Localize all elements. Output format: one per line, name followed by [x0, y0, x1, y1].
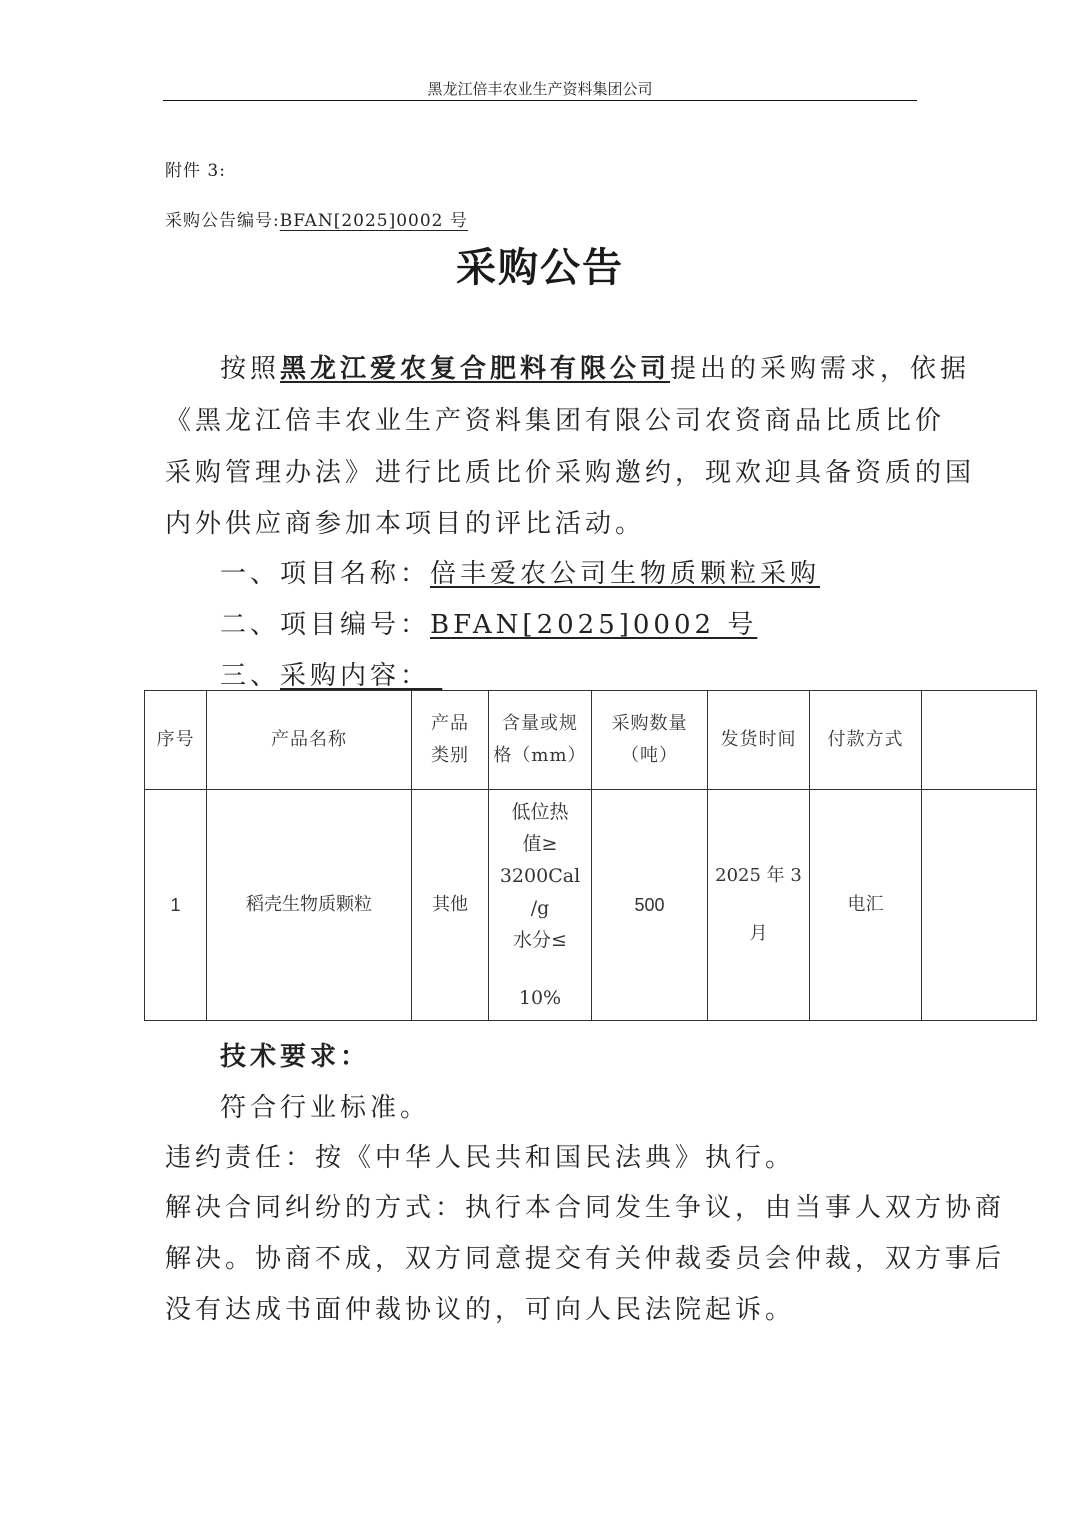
header-seq: 序号	[145, 691, 207, 790]
project-name-value: 倍丰爱农公司生物质颗粒采购	[430, 559, 821, 589]
header-extra	[922, 691, 1037, 790]
purchase-items-table	[144, 690, 1037, 1021]
intro-line-2: 《黑龙江倍丰农业生产资料集团有限公司农资商品比质比价	[165, 406, 946, 436]
cell-quantity: 500	[592, 790, 708, 1021]
header-category	[412, 691, 489, 790]
cell-seq: 1	[145, 790, 207, 1021]
page-title: 采购公告	[456, 244, 624, 291]
notice-number-value: BFAN[2025]0002 号	[279, 211, 468, 231]
spec-line-5: 水分≤	[513, 929, 567, 951]
header-payment: 付款方式	[810, 691, 922, 790]
delivery-line-1: 2025 年 3	[715, 865, 802, 886]
header-divider	[163, 100, 917, 101]
spec-line-4: /g	[530, 897, 550, 919]
delivery-line-2: 月	[749, 923, 768, 944]
spec-line-6: 10%	[518, 987, 562, 1009]
header-delivery: 发货时间	[708, 691, 810, 790]
table-row	[145, 790, 1037, 1021]
table-header-row	[145, 691, 1037, 790]
project-name-label: 一、项目名称：	[220, 559, 431, 589]
header-category-line-2: 类别	[431, 745, 469, 766]
project-code-value: BFAN[2025]0002 号	[430, 610, 758, 640]
tech-requirements-label: 技术要求：	[220, 1042, 371, 1072]
spec-line-1: 低位热	[511, 801, 569, 823]
header-spec-line-1: 含量或规	[502, 713, 578, 734]
intro-line-3: 采购管理办法》进行比质比价采购邀约，现欢迎具备资质的国	[165, 458, 976, 488]
cell-extra	[922, 790, 1037, 1021]
dispute-line-1: 解决合同纠纷的方式：执行本合同发生争议，由当事人双方协商	[165, 1193, 1006, 1223]
header-quantity	[592, 691, 708, 790]
header-category-line-1: 产品	[431, 713, 469, 734]
purchase-content-label: 三、	[220, 661, 281, 691]
breach-liability: 违约责任：按《中华人民共和国民法典》执行。	[165, 1143, 796, 1173]
header-product-name: 产品名称	[207, 691, 412, 790]
purchase-content	[220, 655, 442, 692]
spec-line-2: 值≥	[522, 833, 558, 855]
intro-suffix: 提出的采购需求，依据	[670, 354, 971, 384]
tech-requirements-value: 符合行业标准。	[220, 1093, 431, 1123]
cell-category: 其他	[412, 790, 489, 1021]
purchase-content-label-underlined: 采购内容：	[280, 661, 443, 691]
intro-line-4: 内外供应商参加本项目的评比活动。	[165, 509, 646, 539]
cell-delivery	[708, 790, 810, 1021]
header-quantity-line-2: （吨）	[621, 745, 678, 766]
intro-line-1	[220, 348, 970, 385]
header-quantity-line-1: 采购数量	[611, 713, 688, 734]
cell-spec	[489, 790, 592, 1021]
spec-spacer	[493, 956, 587, 982]
attachment-label: 附件 3:	[165, 161, 226, 181]
intro-prefix: 按照	[220, 354, 281, 384]
cell-product-name: 稻壳生物质颗粒	[207, 790, 412, 1021]
project-code	[220, 604, 757, 641]
page-header-company: 黑龙江倍丰农业生产资料集团公司	[427, 80, 653, 98]
cell-payment: 电汇	[810, 790, 922, 1021]
header-spec-line-2: 格（mm）	[493, 745, 587, 766]
notice-number-label: 采购公告编号:	[165, 211, 280, 231]
dispute-line-2: 解决。协商不成，双方同意提交有关仲裁委员会仲裁，双方事后	[165, 1244, 1006, 1274]
dispute-line-3: 没有达成书面仲裁协议的，可向人民法院起诉。	[165, 1295, 796, 1325]
notice-number	[165, 206, 468, 231]
spec-line-3: 3200Cal	[499, 865, 581, 887]
project-name	[220, 553, 820, 590]
project-code-label: 二、项目编号：	[220, 610, 431, 640]
requesting-company: 黑龙江爱农复合肥料有限公司	[280, 354, 671, 384]
header-spec	[489, 691, 592, 790]
